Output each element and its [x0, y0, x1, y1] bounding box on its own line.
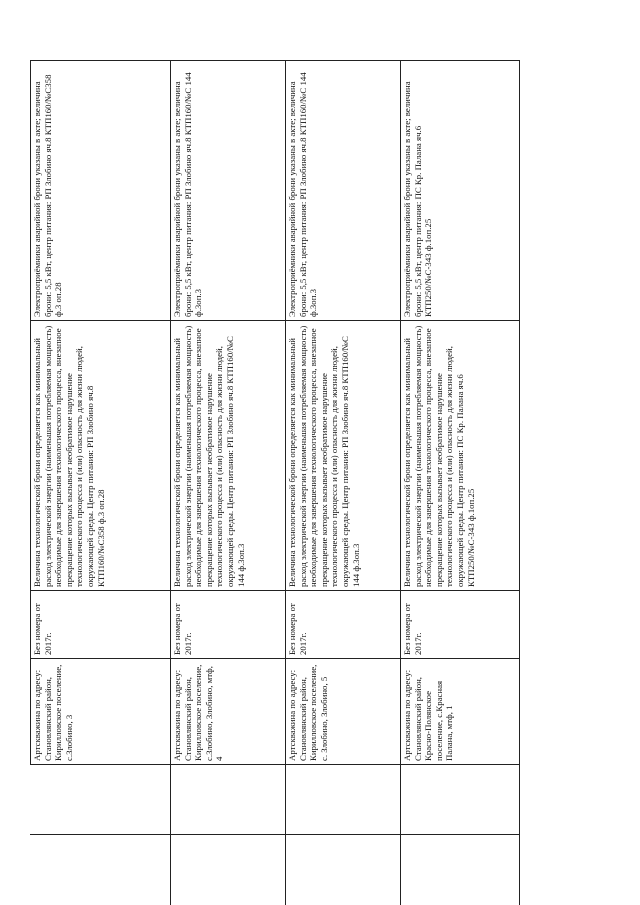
empty-cell: [285, 765, 400, 835]
table-row: [285, 60, 401, 905]
empty-cell: [30, 765, 170, 835]
empty-cell: [170, 835, 285, 905]
tech-reserve-cell: Величина технологической брони определяется как минимальный расход электрической энергии (наименьшая потребляемая мощность) необходимые для завершения технологического процесса, внезапное прекращение которых вызывает необратимое нарушение технологического процесса и (или) опасность для жизни людей, окружающей среды. Центр питания: РП Злобино яч.8 КТП160/№С 144 ф.3оп.3: [170, 321, 285, 591]
tech-reserve-cell: Величина технологической брони определяется как минимальный расход электрической энергии (наименьшая потребляемая мощность) необходимые для завершения технологического процесса, внезапное прекращение которых вызывает необратимое нарушение технологического процесса и (или) опасность для жизни людей, окружающей среды. Центр питания: ПС Кр. Палана яч.6 КТП250/№С-343 ф.1оп.25: [400, 321, 519, 591]
tech-reserve-cell: Величина технологической брони определяется как минимальный расход электрической энергии (наименьшая потребляемая мощность) необходимые для завершения технологического процесса, внезапное прекращение которых вызывает необратимое нарушение технологического процесса и (или) опасность для жизни людей, окружающей среды. Центр питания: РП Злобино яч.8 КТП160/№С358 ф.3 оп.28: [30, 321, 170, 591]
address-cell: Артскважина по адресу: Становлянский район, Кирилловское поселение, с. Злобино, Злобино, 5: [285, 659, 400, 765]
number-cell: Без номера от 2017г.: [285, 591, 400, 659]
empty-cell: [400, 765, 519, 835]
table-row: [170, 60, 286, 905]
emergency-reserve-cell: Электроприёмники аварийной брони указаны в акте; величина брони: 5,5 кВт, центр питания: РП Злобино яч.8 КТП160/№С 144 ф.3оп.3: [170, 60, 285, 321]
table-row: [400, 60, 520, 905]
empty-cell: [30, 835, 170, 905]
number-cell: Без номера от 2017г.: [400, 591, 519, 659]
emergency-reserve-cell: Электроприёмники аварийной брони указаны в акте; величина брони: 5,5 кВт, центр питания: РП Злобино яч.8 КТП160/№С358 ф.3 оп.28: [30, 60, 170, 321]
empty-cell: [400, 835, 519, 905]
address-cell: Артскважина по адресу: Становлянский район, Кирилловское поселение, с.Злобино, 3: [30, 659, 170, 765]
number-cell: Без номера от 2017г.: [30, 591, 170, 659]
empty-cell: [285, 835, 400, 905]
emergency-reserve-cell: Электроприёмники аварийной брони указаны в акте; величина брони: 5,5 кВт, центр питания: РП Злобино яч.8 КТП160/№С 144 ф.3оп.3: [285, 60, 400, 321]
tech-reserve-cell: Величина технологической брони определяется как минимальный расход электрической энергии (наименьшая потребляемая мощность) необходимые для завершения технологического процесса, внезапное прекращение которых вызывает необратимое нарушение технологического процесса и (или) опасность для жизни людей, окружающей среды. Центр питания: РП Злобино яч.8 КТП160/№С 144 ф.3оп.3: [285, 321, 400, 591]
empty-cell: [170, 765, 285, 835]
number-cell: Без номера от 2017г.: [170, 591, 285, 659]
address-cell: Артскважина по адресу: Становлянский район, Красно-Полянское поселение, с.Красная Палана, мтф, 1: [400, 659, 519, 765]
emergency-reserve-cell: Электроприёмники аварийной брони указаны в акте; величина брони: 5,5 кВт, центр питания: ПС Кр. Палана яч.6 КТП250/№С-343 ф.1оп.25: [400, 60, 519, 321]
rotated-table: [30, 60, 520, 905]
address-cell: Артскважина по адресу: Становлянский район, Кирилловское поселение, с.Злобино, Злобино, мтф, 4: [170, 659, 285, 765]
table-row: [30, 60, 171, 905]
